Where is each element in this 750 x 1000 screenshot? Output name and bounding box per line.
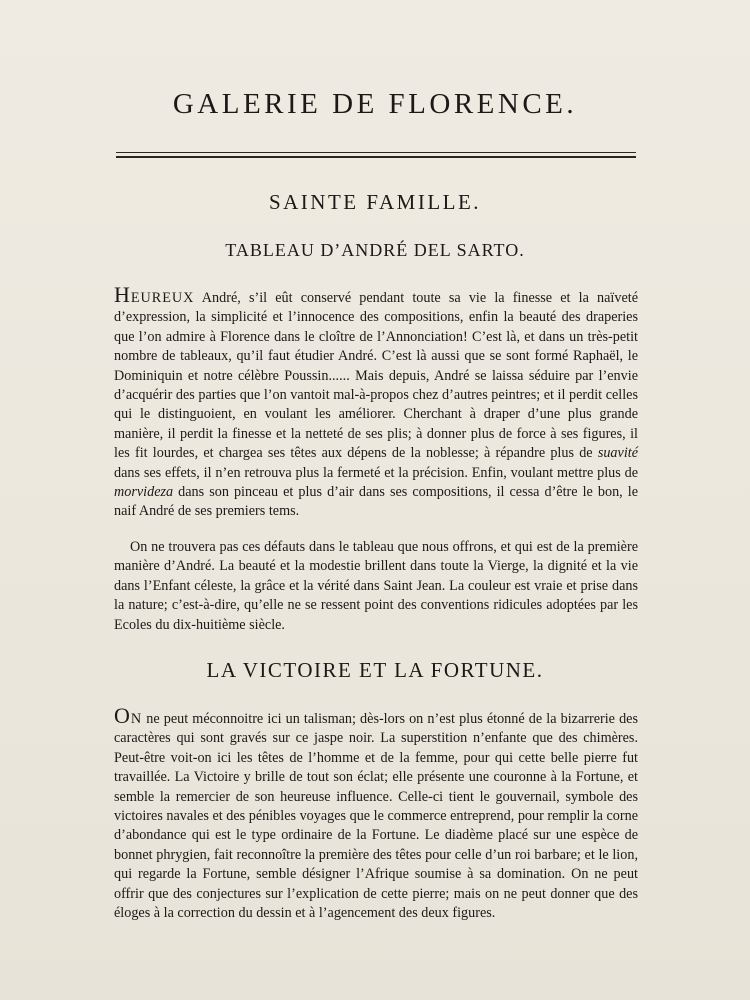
paragraph-text: ne peut méconnoitre ici un talisman; dès-lors on n’est plus étonné de la bizarrerie des caractères qui sont gravés sur ce jaspe noir. La superstition n’enfante que des chimères. Peut-être voit-on ici les têtes de l’homme et de la femme, pour qui cette belle pierre fut travaillée. La Victoire y brille de tout son éclat; elle présente une couronne à la Fortune, et semble la remercier de son heureuse influence. Celle-ci tient le gouvernail, symbole des victoires navales et des pénibles voyages que le commerce entreprend, pour remplir la corne d’abondance qui est le type ordinaire de la Fortune. Le diadème placé sur une espèce de bonnet phrygien, fait reconnoître la première des têtes pour celle d’un roi barbare; et le lion, qui regarde la Fortune, semble désigner l’Afrique soumise à sa domination. On ne peut offrir que des conjectures sur l’explication de cette pierre; mais on ne peut donner que des éloges à la correction du dessin et à l’agencement des deux figures. — [114, 711, 638, 922]
small-caps-lead: N — [130, 711, 143, 727]
paragraph-victoire-fortune — [114, 703, 638, 923]
title-divider-thick — [116, 156, 636, 158]
italic-term: suavité — [597, 445, 638, 462]
paragraph-text: On ne trouvera pas ces défauts dans le tableau que nous offrons, et qui est de la première manière d’André. La beauté et la modestie brillent dans toute la Vierge, la dignité et la vie dans l’Enfant céleste, la grâce et la vérité dans Saint Jean. La couleur est vraie et prise dans la nature; c’est-à-dire, qu’elle ne se ressent point des conventions ridicules adoptées par les Ecoles du dix-huitième siècle. — [114, 539, 638, 633]
drop-cap: O — [114, 703, 131, 728]
drop-cap: H — [114, 282, 131, 307]
paragraph-sainte-famille-1 — [114, 282, 638, 522]
paragraph-sainte-famille-2 — [114, 538, 638, 635]
section-title-victoire-fortune: LA VICTOIRE ET LA FORTUNE. — [206, 658, 544, 682]
small-caps-lead: EUREUX — [130, 290, 195, 306]
paragraph-text: dans ses effets, il n’en retrouva plus la fermeté et la précision. Enfin, voulant mettre plus de — [114, 464, 638, 481]
paragraph-text: dans son pinceau et plus d’air dans ses compositions, il cessa d’être le bon, le naif André de ses premiers tems. — [114, 484, 638, 520]
italic-term: morvideza — [114, 484, 174, 501]
paragraph-text: André, s’il eût conservé pendant toute sa vie la finesse et la naïveté d’expression, la simplicité et l’innocence des compositions, enfin la beauté des draperies que l’on admire à Florence dans le cloître de l’Annonciation! C’est là, et dans un très-petit nombre de tableaux, qu’il faut étudier André. C’est là aussi que se sont formé Raphaël, le Dominiquin et notre célèbre Poussin...... Mais depuis, André se laissa séduire par l’envie d’acquérir des parties que l’on vantoit mal-à-propos chez d’autres peintres; et il perdit celles qui le distinguoient, en voulant les améliorer. Cherchant à draper d’une plus grande manière, il perdit la finesse et la netteté de ses plis; à donner plus de force à ses figures, il les fit lourdes, et chargea ses têtes aux dépens de la noblesse; à répandre plus de — [114, 290, 638, 462]
page-title: GALERIE DE FLORENCE. — [172, 88, 578, 120]
title-divider-thin — [116, 152, 636, 153]
section-subtitle-tableau: TABLEAU D’ANDRÉ DEL SARTO. — [225, 240, 525, 260]
section-title-sainte-famille: SAINTE FAMILLE. — [268, 190, 482, 214]
